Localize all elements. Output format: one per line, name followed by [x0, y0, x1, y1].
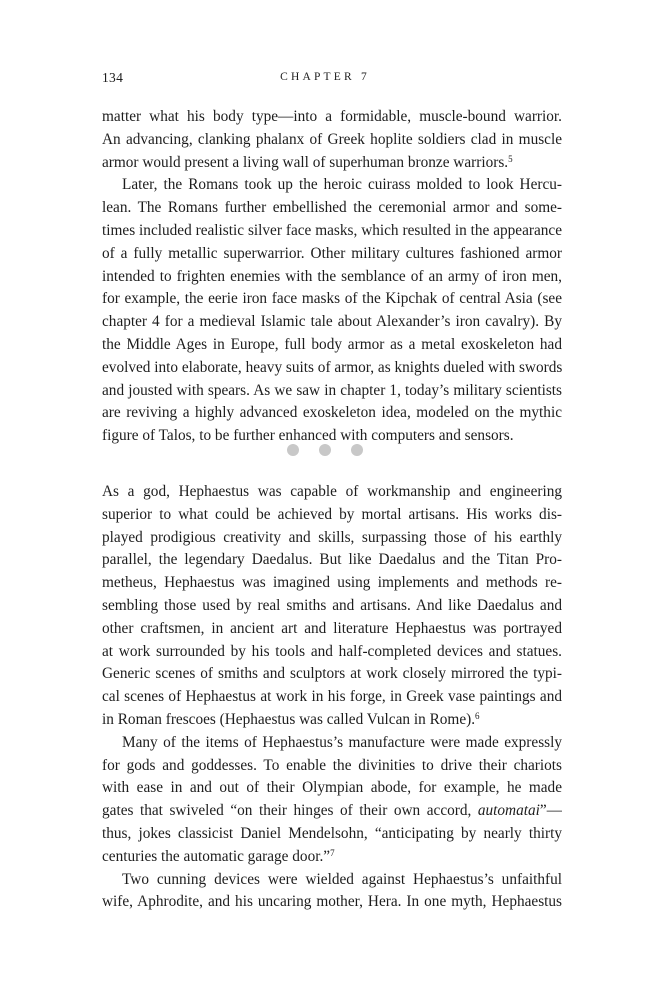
- line-text: wife, Aphrodite, and his uncaring mother, Hera. In one myth, Hephaestus: [102, 893, 562, 911]
- text-line: [102, 220, 562, 243]
- text-line: [102, 288, 562, 311]
- line-text: at work surrounded by his tools and half-completed devices and statues.: [102, 642, 562, 660]
- text-line: [102, 709, 562, 732]
- text-line: [102, 152, 562, 175]
- text-line: [102, 266, 562, 289]
- text-line: [102, 311, 562, 334]
- line-text: Two cunning devices were wielded against Hephaestus’s unfaithful: [122, 870, 562, 888]
- text-line: [102, 481, 562, 504]
- line-text: As a god, Hephaestus was capable of workmanship and engineering: [102, 483, 562, 500]
- line-text: chapter 4 for a medieval Islamic tale about Alexander’s iron cavalry). By: [102, 313, 562, 331]
- line-text: figure of Talos, to be further enhanced with computers and sensors.: [102, 427, 514, 445]
- line-text: intended to frighten enemies with the semblance of an army of iron men,: [102, 267, 562, 285]
- line-text: are reviving a highly advanced exoskeleton idea, modeled on the mythic: [102, 404, 562, 422]
- line-text: thus, jokes classicist Daniel Mendelsohn, “anticipating by nearly thirty: [102, 824, 562, 842]
- text-line: [102, 755, 562, 778]
- line-text-tail: ”—: [539, 802, 562, 820]
- line-text: and jousted with spears. As we saw in chapter 1, today’s military scientists: [102, 381, 562, 399]
- body-text-section-2: [102, 481, 562, 914]
- line-text: Later, the Romans took up the heroic cuirass molded to look Hercu-: [122, 176, 562, 194]
- line-text: with ease in and out of their Olympian abode, for example, he made: [102, 779, 562, 797]
- italic-term: automatai: [477, 802, 540, 820]
- line-text: sembling those used by real smiths and artisans. And like Daedalus and: [102, 596, 562, 614]
- body-text-section-1: [102, 106, 562, 448]
- text-line: [102, 846, 562, 869]
- text-line: [102, 891, 562, 914]
- line-text: superior to what could be achieved by mortal artisans. His works dis-: [102, 505, 562, 523]
- text-line: [102, 197, 562, 220]
- line-text: for example, the eerie iron face masks of the Kipchak of central Asia (see: [102, 290, 562, 308]
- text-line: [102, 106, 562, 129]
- text-line: [102, 357, 562, 380]
- text-line: [102, 549, 562, 572]
- line-text: times included realistic silver face masks, which resulted in the appearance: [102, 221, 562, 239]
- text-line: [102, 800, 562, 823]
- text-line: [102, 243, 562, 266]
- line-text: armor would present a living wall of superhuman bronze warriors.: [102, 153, 509, 171]
- ornament-dot-icon: [351, 444, 363, 456]
- ornament-dot-icon: [287, 444, 299, 456]
- text-line: [102, 595, 562, 618]
- text-line: [102, 823, 562, 846]
- line-text: parallel, the legendary Daedalus. But like Daedalus and the Titan Pro-: [102, 551, 562, 569]
- text-line: [102, 777, 562, 800]
- line-text: gates that swiveled “on their hinges of their own accord,: [102, 802, 478, 820]
- text-line: [102, 641, 562, 664]
- line-text: matter what his body type—into a formidable, muscle-bound warrior.: [102, 108, 562, 125]
- text-line: [102, 732, 562, 755]
- text-line: [102, 380, 562, 403]
- text-line: [102, 402, 562, 425]
- line-text: for gods and goddesses. To enable the divinities to drive their chariots: [102, 756, 562, 774]
- text-line: [102, 334, 562, 357]
- text-line: [102, 663, 562, 686]
- line-text: Many of the items of Hephaestus’s manufacture were made expressly: [122, 733, 562, 751]
- footnote-marker[interactable]: 7: [330, 847, 335, 858]
- text-line: [102, 686, 562, 709]
- line-text: the Middle Ages in Europe, full body armor as a metal exoskeleton had: [102, 335, 562, 353]
- line-text: cal scenes of Hephaestus at work in his forge, in Greek vase paintings and: [102, 688, 562, 706]
- line-text: of a fully metallic superwarrior. Other military cultures fashioned armor: [102, 244, 562, 262]
- line-text: evolved into elaborate, heavy suits of armor, as knights dueled with swords: [102, 358, 562, 376]
- section-break-ornament: [0, 444, 650, 456]
- text-line: [102, 174, 562, 197]
- text-line: [102, 869, 562, 892]
- line-text: other craftsmen, in ancient art and literature Hephaestus was portrayed: [102, 619, 562, 637]
- text-line: [102, 572, 562, 595]
- ornament-dot-icon: [319, 444, 331, 456]
- line-text: An advancing, clanking phalanx of Greek hoplite soldiers clad in muscle: [102, 130, 562, 148]
- line-text: lean. The Romans further embellished the ceremonial armor and some-: [102, 199, 562, 217]
- text-line: [102, 129, 562, 152]
- line-text: Generic scenes of smiths and sculptors at work closely mirrored the typi-: [102, 665, 562, 683]
- line-text: metheus, Hephaestus was imagined using implements and methods re-: [102, 574, 562, 592]
- line-text: in Roman frescoes (Hephaestus was called Vulcan in Rome).: [102, 710, 476, 728]
- line-text: centuries the automatic garage door.”: [102, 847, 331, 865]
- text-line: [102, 527, 562, 550]
- footnote-marker[interactable]: 5: [508, 153, 513, 164]
- running-head: CHAPTER 7: [280, 71, 370, 83]
- line-text: played prodigious creativity and skills, surpassing those of his earthly: [102, 528, 562, 546]
- text-line: [102, 504, 562, 527]
- page-number: 134: [102, 70, 124, 85]
- footnote-marker[interactable]: 6: [475, 710, 480, 721]
- text-line: [102, 618, 562, 641]
